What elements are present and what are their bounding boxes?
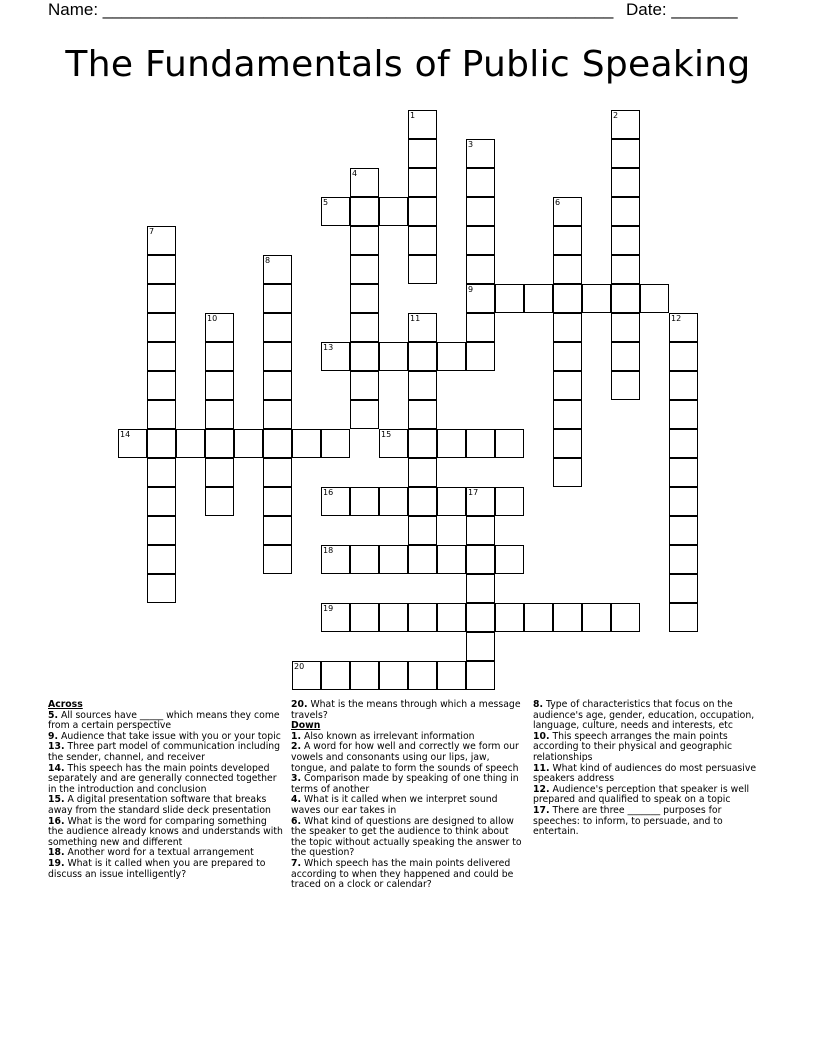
clue-down-10: 10. This speech arranges the main points according to their physical and geographic relationships xyxy=(533,730,733,763)
clue-number: 11 xyxy=(410,314,421,323)
grid-cell[interactable] xyxy=(611,255,640,284)
grid-cell[interactable] xyxy=(408,342,437,371)
grid-cell[interactable] xyxy=(437,429,466,458)
clue-number: 18 xyxy=(323,546,334,555)
grid-cell[interactable] xyxy=(263,458,292,487)
grid-cell[interactable] xyxy=(669,429,698,458)
clue-number: 3 xyxy=(468,140,474,149)
clues-column-2 xyxy=(291,700,523,891)
grid-cell[interactable] xyxy=(582,284,611,313)
grid-cell[interactable] xyxy=(147,487,176,516)
name-field-label: Name: ______________________________________________________ xyxy=(48,0,614,19)
clue-number: 15 xyxy=(381,430,392,439)
clue-across-18: 18. Another word for a textual arrangement xyxy=(48,847,254,859)
grid-cell[interactable] xyxy=(524,284,553,313)
grid-cell[interactable] xyxy=(350,342,379,371)
grid-cell[interactable] xyxy=(147,429,176,458)
grid-cell[interactable] xyxy=(292,429,321,458)
grid-cell[interactable] xyxy=(466,603,495,632)
clue-down-4: 4. What is it called when we interpret sound waves our ear takes in xyxy=(291,794,498,816)
grid-cell[interactable] xyxy=(263,400,292,429)
clue-number: 7 xyxy=(149,227,155,236)
clue-across-20: 20. What is the means through which a message travels? xyxy=(291,699,521,721)
clue-across-5: 5. All sources have _____ which means they come from a certain perspective xyxy=(48,709,280,732)
grid-cell[interactable] xyxy=(495,429,524,458)
grid-cell[interactable] xyxy=(669,342,698,371)
grid-cell[interactable] xyxy=(176,429,205,458)
clue-down-8: 8. Type of characteristics that focus on the audience's age, gender, education, occupation, language, culture, needs and interests, etc xyxy=(533,699,755,732)
clues-column-3 xyxy=(533,700,769,838)
clue-down-12: 12. Audience's perception that speaker is well prepared and qualified to speak on a topic xyxy=(533,783,750,806)
grid-cell[interactable] xyxy=(350,371,379,400)
grid-cell[interactable] xyxy=(147,574,176,603)
grid-cell[interactable] xyxy=(350,255,379,284)
grid-cell[interactable] xyxy=(466,255,495,284)
clue-down-7: 7. Which speech has the main points delivered according to when they happened and could be traced on a clock or calendar? xyxy=(291,857,514,891)
clue-number: 17 xyxy=(468,488,479,497)
grid-cell[interactable] xyxy=(147,516,176,545)
grid-cell[interactable] xyxy=(466,226,495,255)
grid-cell[interactable] xyxy=(466,429,495,458)
grid-cell[interactable] xyxy=(466,197,495,226)
grid-cell[interactable] xyxy=(669,574,698,603)
grid-cell[interactable] xyxy=(147,313,176,342)
clue-number: 10 xyxy=(207,314,218,323)
grid-cell[interactable] xyxy=(350,545,379,574)
clue-number: 14 xyxy=(120,430,131,439)
grid-cell[interactable] xyxy=(611,197,640,226)
clue-down-6: 6. What kind of questions are designed to allow the speaker to get the audience to think about the topic without actually speaking the answer to the question? xyxy=(291,815,522,859)
grid-cell[interactable] xyxy=(205,342,234,371)
grid-cell[interactable] xyxy=(408,429,437,458)
clue-number: 9 xyxy=(468,285,474,294)
grid-cell[interactable] xyxy=(466,574,495,603)
grid-cell[interactable] xyxy=(408,603,437,632)
grid-cell[interactable] xyxy=(350,603,379,632)
grid-cell[interactable] xyxy=(147,400,176,429)
grid-cell[interactable] xyxy=(466,661,495,690)
grid-cell[interactable] xyxy=(553,458,582,487)
clue-number: 5 xyxy=(323,198,329,207)
grid-cell[interactable] xyxy=(263,371,292,400)
grid-cell[interactable] xyxy=(408,168,437,197)
grid-cell[interactable] xyxy=(263,487,292,516)
grid-cell[interactable] xyxy=(147,545,176,574)
clue-across-14: 14. This speech has the main points developed separately and are generally connected together in the introduction and conclusion xyxy=(48,762,277,795)
clue-number: 6 xyxy=(555,198,561,207)
grid-cell[interactable] xyxy=(524,603,553,632)
grid-cell[interactable] xyxy=(379,197,408,226)
grid-cell[interactable] xyxy=(553,603,582,632)
grid-cell[interactable] xyxy=(147,255,176,284)
clue-number: 16 xyxy=(323,488,334,497)
clue-across-13: 13. Three part model of communication including the sender, channel, and receiver xyxy=(48,741,281,763)
grid-cell[interactable] xyxy=(495,487,524,516)
date-field-label: Date: _______ xyxy=(626,0,738,19)
grid-cell[interactable] xyxy=(350,661,379,690)
grid-cell[interactable] xyxy=(611,284,640,313)
grid-cell[interactable] xyxy=(495,603,524,632)
grid-cell[interactable] xyxy=(408,139,437,168)
page-title: The Fundamentals of Public Speaking xyxy=(65,44,751,85)
clue-down-3: 3. Comparison made by speaking of one thing in terms of another xyxy=(291,773,519,795)
grid-cell[interactable] xyxy=(553,255,582,284)
grid-cell[interactable] xyxy=(379,661,408,690)
grid-cell[interactable] xyxy=(466,516,495,545)
clues-column-1 xyxy=(48,700,284,880)
grid-cell[interactable] xyxy=(495,284,524,313)
grid-cell[interactable] xyxy=(408,545,437,574)
grid-cell[interactable] xyxy=(408,226,437,255)
grid-cell[interactable] xyxy=(611,313,640,342)
grid-cell[interactable] xyxy=(408,197,437,226)
grid-cell[interactable] xyxy=(408,255,437,284)
grid-cell[interactable] xyxy=(147,342,176,371)
grid-cell[interactable] xyxy=(553,226,582,255)
clue-across-15: 15. A digital presentation software that breaks away from the standard slide deck presentation xyxy=(48,794,271,816)
grid-cell[interactable] xyxy=(263,545,292,574)
grid-cell[interactable] xyxy=(321,429,350,458)
grid-cell[interactable] xyxy=(437,487,466,516)
grid-cell[interactable] xyxy=(263,284,292,313)
grid-cell[interactable] xyxy=(611,168,640,197)
grid-cell[interactable] xyxy=(234,429,263,458)
grid-cell[interactable] xyxy=(205,400,234,429)
clue-number: 8 xyxy=(265,256,271,265)
grid-cell[interactable] xyxy=(437,342,466,371)
grid-cell[interactable] xyxy=(553,313,582,342)
grid-cell[interactable] xyxy=(350,226,379,255)
grid-cell[interactable] xyxy=(611,342,640,371)
grid-cell[interactable] xyxy=(205,487,234,516)
clue-across-9: 9. Audience that take issue with you or your topic xyxy=(48,730,281,742)
grid-cell[interactable] xyxy=(611,371,640,400)
grid-cell[interactable] xyxy=(466,342,495,371)
grid-cell[interactable] xyxy=(466,168,495,197)
grid-cell[interactable] xyxy=(408,487,437,516)
grid-cell[interactable] xyxy=(437,661,466,690)
grid-cell[interactable] xyxy=(466,313,495,342)
grid-cell[interactable] xyxy=(350,313,379,342)
grid-cell[interactable] xyxy=(408,400,437,429)
clue-number: 4 xyxy=(352,169,358,178)
grid-cell[interactable] xyxy=(263,313,292,342)
clue-down-2: 2. A word for how well and correctly we form our vowels and consonants using our lips, jaw, tongue, and palate to form the sounds of speech xyxy=(291,741,519,774)
grid-cell[interactable] xyxy=(437,545,466,574)
grid-cell[interactable] xyxy=(553,284,582,313)
grid-cell[interactable] xyxy=(147,284,176,313)
grid-cell[interactable] xyxy=(350,400,379,429)
grid-cell[interactable] xyxy=(321,661,350,690)
grid-cell[interactable] xyxy=(350,487,379,516)
grid-cell[interactable] xyxy=(669,516,698,545)
across-heading: Across xyxy=(48,699,83,710)
grid-cell[interactable] xyxy=(408,516,437,545)
clue-number: 12 xyxy=(671,314,682,323)
grid-cell[interactable] xyxy=(408,371,437,400)
grid-cell[interactable] xyxy=(437,603,466,632)
grid-cell[interactable] xyxy=(582,603,611,632)
grid-cell[interactable] xyxy=(147,458,176,487)
grid-cell[interactable] xyxy=(466,632,495,661)
clue-number: 19 xyxy=(323,604,334,613)
grid-cell[interactable] xyxy=(611,139,640,168)
grid-cell[interactable] xyxy=(379,603,408,632)
grid-cell[interactable] xyxy=(553,371,582,400)
grid-cell[interactable] xyxy=(669,371,698,400)
clue-down-17: 17. There are three _______ purposes for speeches: to inform, to persuade, and to entertain. xyxy=(533,804,723,838)
grid-cell[interactable] xyxy=(553,400,582,429)
grid-cell[interactable] xyxy=(379,487,408,516)
grid-cell[interactable] xyxy=(147,371,176,400)
grid-cell[interactable] xyxy=(263,342,292,371)
grid-cell[interactable] xyxy=(263,516,292,545)
grid-cell[interactable] xyxy=(611,603,640,632)
grid-cell[interactable] xyxy=(640,284,669,313)
clue-across-19: 19. What is it called when you are prepared to discuss an issue intelligently? xyxy=(48,857,266,880)
grid-cell[interactable] xyxy=(205,429,234,458)
clue-down-1: 1. Also known as irrelevant information xyxy=(291,730,475,742)
grid-cell[interactable] xyxy=(350,197,379,226)
clue-down-11: 11. What kind of audiences do most persuasive speakers address xyxy=(533,762,757,785)
clue-across-16: 16. What is the word for comparing something the audience already knows and understands with something new and different xyxy=(48,815,283,848)
grid-cell[interactable] xyxy=(408,458,437,487)
grid-cell[interactable] xyxy=(669,603,698,632)
grid-cell[interactable] xyxy=(408,661,437,690)
grid-cell[interactable] xyxy=(263,429,292,458)
grid-cell[interactable] xyxy=(553,342,582,371)
grid-cell[interactable] xyxy=(611,226,640,255)
clue-number: 20 xyxy=(294,662,305,671)
down-heading: Down xyxy=(291,720,321,732)
grid-cell[interactable] xyxy=(379,342,408,371)
grid-cell[interactable] xyxy=(205,371,234,400)
grid-cell[interactable] xyxy=(669,487,698,516)
grid-cell[interactable] xyxy=(466,545,495,574)
grid-cell[interactable] xyxy=(669,458,698,487)
clue-number: 2 xyxy=(613,111,619,120)
grid-cell[interactable] xyxy=(379,545,408,574)
grid-cell[interactable] xyxy=(205,458,234,487)
clue-number: 13 xyxy=(323,343,334,352)
grid-cell[interactable] xyxy=(669,400,698,429)
grid-cell[interactable] xyxy=(495,545,524,574)
grid-cell[interactable] xyxy=(350,284,379,313)
grid-cell[interactable] xyxy=(553,429,582,458)
grid-cell[interactable] xyxy=(669,545,698,574)
clue-number: 1 xyxy=(410,111,416,120)
